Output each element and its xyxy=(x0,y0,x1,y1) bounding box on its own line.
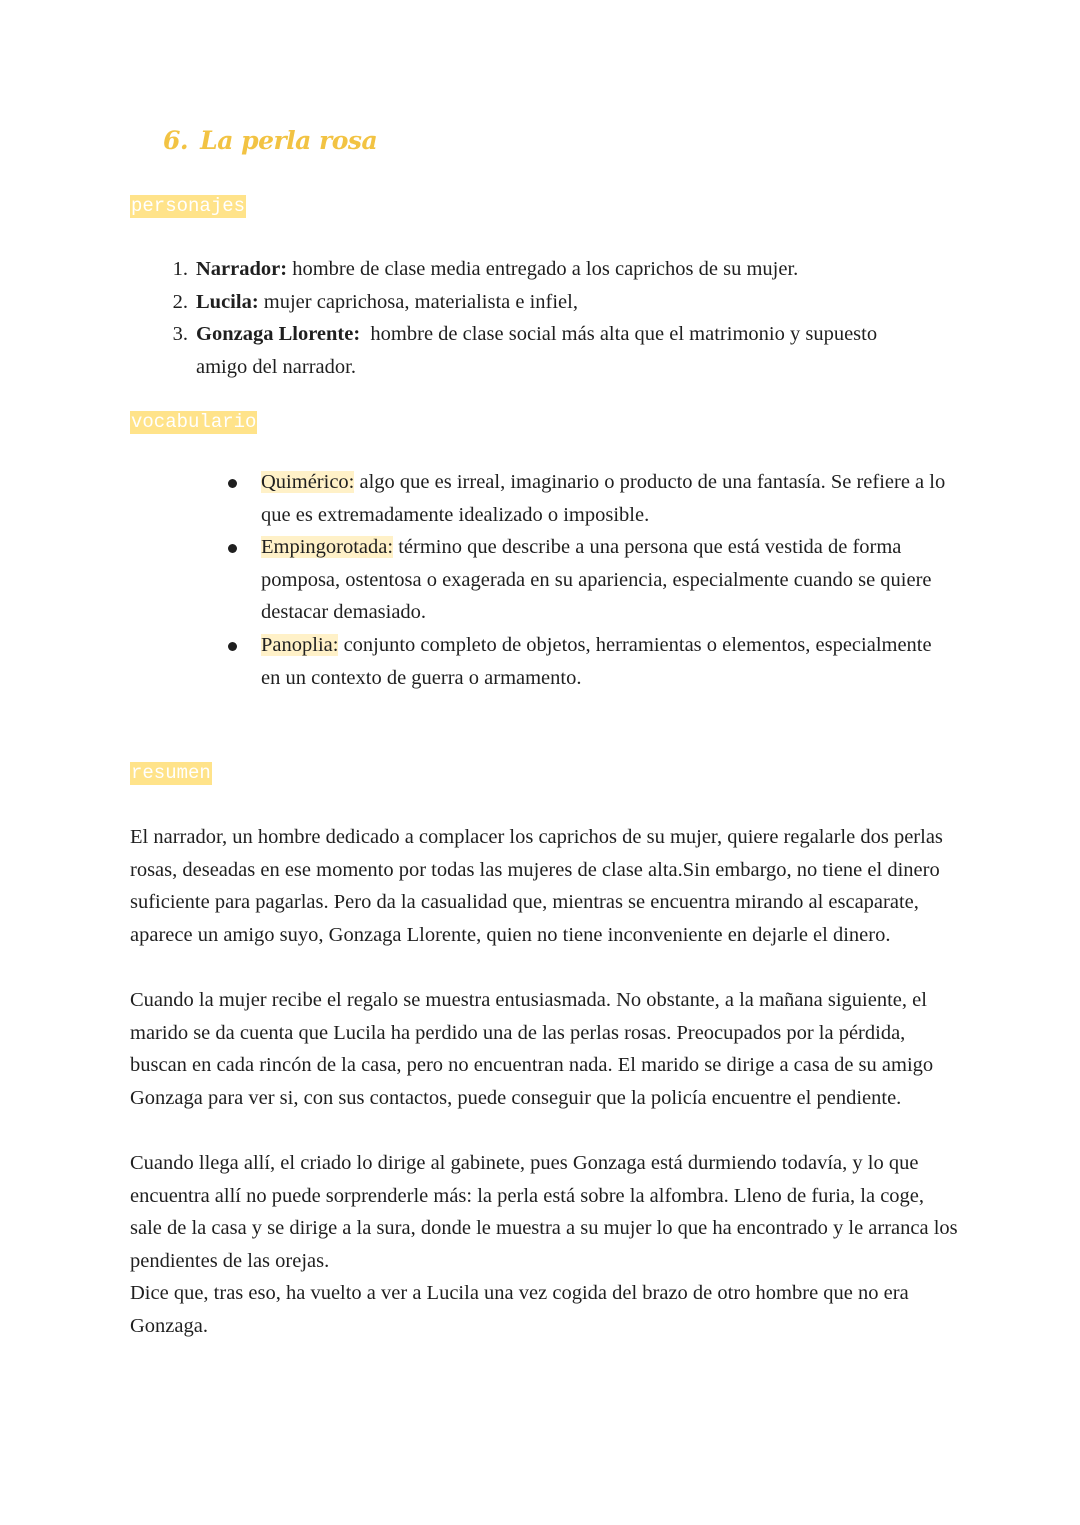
section-tag-resumen: resumen xyxy=(131,762,211,784)
list-number: 2. xyxy=(172,290,188,313)
list-item xyxy=(261,466,951,531)
summary-paragraph: El narrador, un hombre dedicado a complacer los caprichos de su mujer, quiere regalarle dos perlas rosas, deseadas en ese momento por todas las mujeres de clase alta.Sin embargo, no tiene el dinero suficiente para pagarlas. Pero da la casualidad que, mientras se encuentra mirando al escaparate, aparece un amigo suyo, Gonzaga Llorente, quien no tiene inconveniente en dejarle el dinero. xyxy=(130,826,943,946)
bullet-icon xyxy=(228,544,237,553)
page-title xyxy=(163,126,377,155)
list-number: 1. xyxy=(172,258,188,280)
summary-paragraph: Cuando llega allí, el criado lo dirige al gabinete, pues Gonzaga está durmiendo todavía, y lo que encuentra allí no puede sorprenderle más: la perla está sobre la alfombra. Lleno de furia, la coge, sale de la casa y se dirige a la sura, donde le muestra a su mujer lo que ha encontrado y le arranca los pendientes de las orejas. xyxy=(130,1151,958,1272)
section-tag-vocabulario: vocabulario xyxy=(131,411,257,433)
vocab-term: Quimérico: xyxy=(261,471,355,493)
characters-list xyxy=(172,253,941,383)
character-name: Gonzaga Llorente: xyxy=(196,323,361,346)
character-description: hombre de clase social más alta que el matrimonio y supuesto amigo del narrador. xyxy=(196,323,883,378)
summary-paragraph: Cuando la mujer recibe el regalo se muestra entusiasmada. No obstante, a la mañana siguiente, el marido se da cuenta que Lucila ha perdido una de las perlas rosas. Preocupados por la pérdida, buscan en cada rincón de la casa, pero no encuentran nada. El marido se dirige a casa de su amigo Gonzaga para ver si, con sus contactos, puede conseguir que la policía encuentre el pendiente. xyxy=(130,988,934,1109)
vocab-definition: término que describe a una persona que está vestida de forma pomposa, ostentosa o exagerada en su apariencia, especialmente cuando se quiere destacar demasiado. xyxy=(261,536,932,624)
section-tag-personajes: personajes xyxy=(131,195,246,217)
list-number: 3. xyxy=(172,323,188,346)
character-name: Narrador: xyxy=(196,258,288,280)
list-item xyxy=(172,286,941,319)
title-number: 6. xyxy=(163,126,189,155)
bullet-icon xyxy=(228,642,237,651)
summary-body xyxy=(130,821,960,1343)
summary-paragraph: Dice que, tras eso, ha vuelto a ver a Lucila una vez cogida del brazo de otro hombre que no era Gonzaga. xyxy=(130,1282,909,1337)
character-description: hombre de clase media entregado a los caprichos de su mujer. xyxy=(287,258,799,280)
list-item xyxy=(261,531,951,629)
vocab-definition: algo que es irreal, imaginario o producto de una fantasía. Se refiere a lo que es extremadamente idealizado o imposible. xyxy=(261,471,946,526)
list-item xyxy=(172,318,941,383)
character-name: Lucila: xyxy=(196,290,259,313)
vocab-term: Panoplia: xyxy=(261,633,339,656)
list-item xyxy=(261,629,951,694)
bullet-icon xyxy=(228,479,237,488)
list-item xyxy=(172,253,941,286)
vocab-definition: conjunto completo de objetos, herramientas o elementos, especialmente en un contexto de guerra o armamento. xyxy=(261,633,932,689)
vocabulary-list xyxy=(261,466,951,694)
character-description: mujer caprichosa, materialista e infiel, xyxy=(258,290,578,313)
vocab-term: Empingorotada: xyxy=(261,536,394,559)
title-text: La perla rosa xyxy=(200,126,378,155)
